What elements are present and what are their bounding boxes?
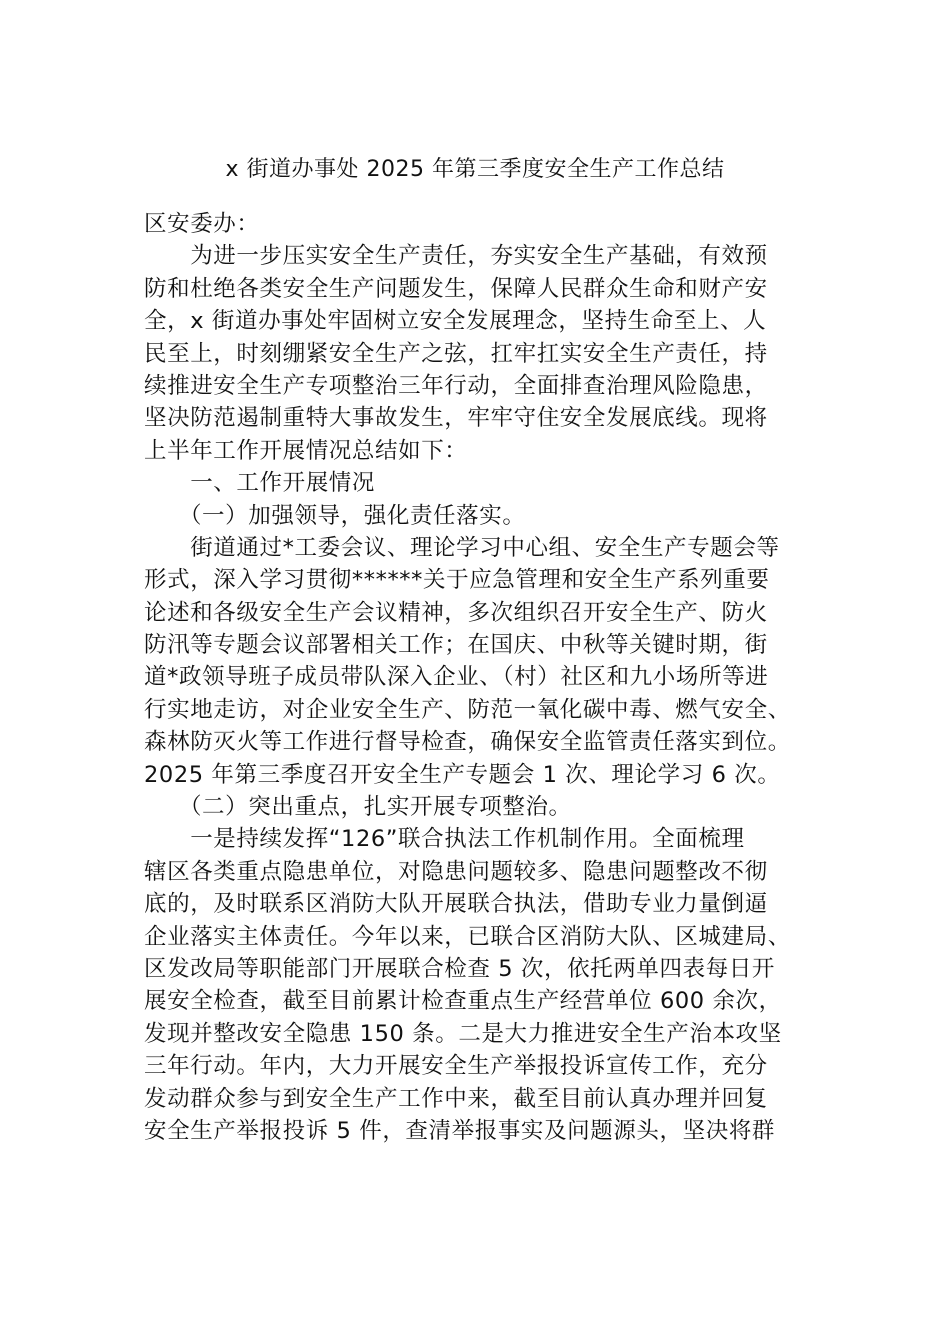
- text-line: 一是持续发挥“126”联合执法工作机制作用。全面梳理: [144, 826, 745, 853]
- text-line: 发现并整改安全隐患 150 条。二是大力推进安全生产治本攻坚: [144, 1020, 782, 1047]
- text-line: 区发改局等职能部门开展联合检查 5 次，依托两单四表每日开: [144, 955, 776, 982]
- text-line: 续推进安全生产专项整治三年行动，全面排查治理风险隐患，: [144, 372, 768, 399]
- text-line: 区安委办：: [144, 211, 260, 237]
- text-line: 森林防灭火等工作进行督导检查，确保安全监管责任落实到位。: [144, 729, 791, 756]
- section-heading: 一、工作开展情况: [144, 470, 376, 497]
- document-title: x 街道办事处 2025 年第三季度安全生产工作总结: [225, 157, 725, 182]
- text-line: 全，x 街道办事处牢固树立安全发展理念，坚持生命至上、人: [144, 308, 767, 335]
- text-line: 论述和各级安全生产会议精神，多次组织召开安全生产、防火: [144, 599, 768, 626]
- text-line: 展安全检查，截至目前累计检查重点生产经营单位 600 余次，: [144, 988, 782, 1015]
- text-line: 道*政领导班子成员带队深入企业、（村）社区和九小场所等进: [144, 664, 769, 691]
- text-line: 发动群众参与到安全生产工作中来，截至目前认真办理并回复: [144, 1085, 768, 1112]
- text-line: 民至上，时刻绷紧安全生产之弦，扛牢扛实安全生产责任，持: [144, 340, 768, 367]
- subsection-heading: （一）加强领导，强化责任落实。: [144, 502, 526, 529]
- text-line: 坚决防范遏制重特大事故发生，牢牢守住安全发展底线。现将: [144, 405, 768, 432]
- text-line: 2025 年第三季度召开安全生产专题会 1 次、理论学习 6 次。: [144, 761, 781, 788]
- text-line: 行实地走访，对企业安全生产、防范一氧化碳中毒、燃气安全、: [144, 696, 791, 723]
- subsection-heading: （二）突出重点，扎实开展专项整治。: [144, 794, 572, 821]
- text-line: 辖区各类重点隐患单位，对隐患问题较多、隐患问题整改不彻: [144, 858, 768, 885]
- text-line: 为进一步压实安全生产责任，夯实安全生产基础，有效预: [144, 243, 768, 270]
- text-line: 企业落实主体责任。今年以来，已联合区消防大队、区城建局、: [144, 923, 791, 950]
- text-line: 三年行动。年内，大力开展安全生产举报投诉宣传工作，充分: [144, 1053, 768, 1080]
- text-line: 防汛等专题会议部署相关工作；在国庆、中秋等关键时期，街: [144, 632, 768, 659]
- document-body: [144, 208, 824, 1147]
- text-line: 形式，深入学习贯彻******关于应急管理和安全生产系列重要: [144, 567, 770, 594]
- text-line: 街道通过*工委会议、理论学习中心组、安全生产专题会等: [144, 534, 780, 561]
- text-line: 安全生产举报投诉 5 件，查清举报事实及问题源头，坚决将群: [144, 1117, 776, 1144]
- text-line: 底的，及时联系区消防大队开展联合执法，借助专业力量倒逼: [144, 891, 768, 918]
- text-line: 防和杜绝各类安全生产问题发生，保障人民群众生命和财产安: [144, 275, 768, 302]
- text-line: 上半年工作开展情况总结如下：: [144, 437, 468, 464]
